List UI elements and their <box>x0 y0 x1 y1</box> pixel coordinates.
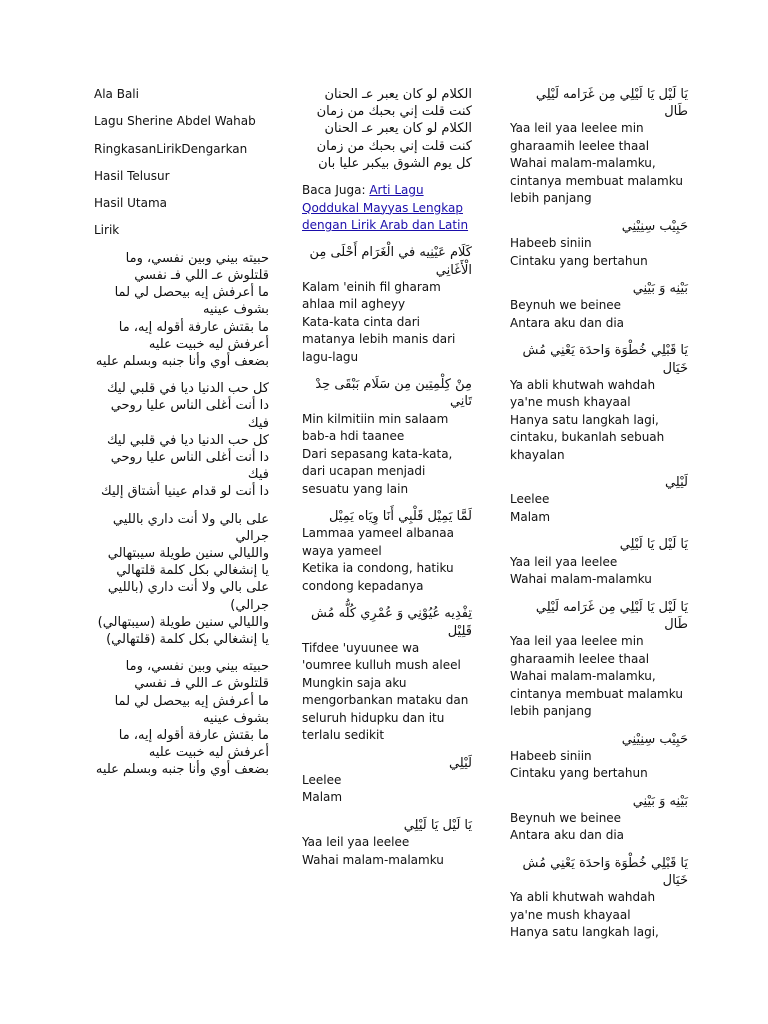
verse-block <box>510 536 688 588</box>
verse-latin: Beynuh we beinee <box>510 298 622 313</box>
verse-latin: Leelee <box>510 492 550 507</box>
verse-latin: Yaa leil yaa leelee min gharaamih leelee thaal <box>510 634 650 666</box>
verse-block <box>510 86 688 208</box>
verse-translation: Cintaku yang bertahun <box>510 766 648 781</box>
arabic-line: يا إنشغالي بكل كلمة قلتهالي <box>116 563 269 579</box>
arabic-line: ما بقتش عارفة أقوله إيه، ما أعرفش ليه خبيت عليه <box>118 728 269 761</box>
verse-block <box>302 244 472 366</box>
verse-translation: Kata-kata cinta dari matanya lebih manis dari lagu-lagu <box>302 314 456 364</box>
arabic-line: يا إنشغالي بكل كلمة (قلتهالي) <box>106 632 269 648</box>
verse-latin: Lammaa yameel albanaa waya yameel <box>302 526 454 558</box>
verse-block <box>510 218 688 270</box>
verse-latin: Tifdee 'uyuunee wa 'oumree kulluh mush aleel <box>302 640 461 673</box>
verse-block <box>302 755 472 807</box>
verse-arabic: لَيْلِي <box>664 475 688 491</box>
verse-block <box>510 474 688 526</box>
verse-arabic: لَمَّا يَمِيْل قَلْبِي أَنَا وِيَاه يَمِيْل <box>328 509 472 525</box>
column-right <box>510 86 688 952</box>
verse-arabic: لَيْلِي <box>448 755 472 771</box>
main-results-label: Hasil Utama <box>94 196 167 211</box>
verse-arabic: بَيْنِه وَ بَيْنِي <box>632 793 688 809</box>
verse-translation: Wahai malam-malamku, cintanya membuat malamku lebih panjang <box>510 669 683 719</box>
arabic-line: حبيته بيني وبين نفسي، وما قلتلوش عـ اللي فـ نفسي <box>125 250 269 283</box>
baca-juga-label: Baca Juga: <box>302 183 370 198</box>
verse-latin: Leelee <box>302 772 342 787</box>
verse-block <box>302 605 472 744</box>
verse-arabic: يَا قَبْلِي خُطْوَة وَاحدَة يَعْنِي مُش خَيَال <box>522 343 688 376</box>
arabic-lyrics-block <box>94 250 269 370</box>
arabic-line: دا أنت أغلى الناس عليا روحي فيك <box>110 398 269 431</box>
verse-arabic: يَا لَيْل يَا لَيْلِي <box>619 537 688 553</box>
verse-translation: Wahai malam-malamku <box>302 852 444 867</box>
verse-translation: Wahai malam-malamku <box>510 572 652 587</box>
verse-latin: Min kilmitiin min salaam bab-a hdi taanee <box>302 411 449 444</box>
verse-translation: Mungkin saja aku mengorbankan mataku dan seluruh hidupku dan itu terlalu sedikit <box>302 675 469 743</box>
verse-translation: Cintaku yang bertahun <box>510 253 648 268</box>
verse-arabic: تِفْدِيه عُيُوْنِي وَ عُمْرِي كُلُّه مُش قَلِيْل <box>310 606 472 639</box>
verse-arabic: حَبِيْب سِنِيْنِي <box>621 218 688 234</box>
verse-arabic: يَا قَبْلِي خُطْوَة وَاحدَة يَعْنِي مُش خَيَال <box>522 855 688 889</box>
arabic-line: الكلام لو كان يعبر عـ الحنان كنت قلت إني بحبك من زمان <box>316 87 472 120</box>
song-title: Ala Bali <box>94 87 139 101</box>
verse-latin: Habeeb siniin <box>510 748 592 763</box>
arabic-line: على بالي ولا أنت داري (بالليي جرالي) <box>107 580 269 613</box>
arabic-line: دا أنت أغلى الناس عليا روحي فيك <box>110 450 269 483</box>
verse-translation: Wahai malam-malamku, cintanya membuat malamku lebih panjang <box>510 156 683 206</box>
arabic-line: والليالي سنين طويلة سيبتهالي <box>107 546 269 562</box>
verse-latin: Yaa leil yaa leelee <box>510 554 618 569</box>
verse-latin: Yaa leil yaa leelee <box>302 835 410 850</box>
arabic-lyrics-block <box>94 380 269 500</box>
verse-block <box>510 280 688 332</box>
arabic-line: دا أنت لو قدام عينيا أشتاق إليك <box>101 484 269 500</box>
arabic-line: ما بقتش عارفة أقوله إيه، ما أعرفش ليه خبيت عليه <box>118 319 269 352</box>
search-results-label: Hasil Telusur <box>94 168 170 183</box>
verse-block <box>302 376 472 498</box>
related-article-link[interactable]: Arti Lagu Qoddukal Mayyas Lengkap dengan Lirik Arab dan Latin <box>302 183 469 233</box>
verse-translation: Antara aku dan dia <box>510 315 625 330</box>
verse-translation: Ketika ia condong, hatiku condong kepadanya <box>302 561 454 593</box>
verse-block <box>510 599 688 721</box>
verse-translation: Hanya satu langkah lagi, <box>510 925 659 940</box>
verse-translation: Dari sepasang kata-kata, dari ucapan menjadi sesuatu yang lain <box>302 446 453 496</box>
verse-block <box>302 508 472 595</box>
verse-latin: Ya abli khutwah wahdah ya'ne mush khayaal <box>510 890 656 922</box>
arabic-line: بضعف أوي وأنا جنبه وبسلم عليه <box>95 762 269 778</box>
arabic-lyrics-block <box>94 511 269 649</box>
verse-latin: Ya abli khutwah wahdah ya'ne mush khayaal <box>510 377 656 410</box>
verse-arabic: يَا لَيْل يَا لَيْلِي مِن غَرَامه لَيْلِي طَال <box>535 599 688 632</box>
verse-block <box>510 793 688 845</box>
verse-arabic: بَيْنِه وَ بَيْنِي <box>632 281 688 297</box>
verse-block <box>510 731 688 783</box>
verse-block <box>302 817 472 869</box>
arabic-line: كل حب الدنيا ديا في قلبي ليك <box>106 432 269 448</box>
verse-arabic: يَا لَيْل يَا لَيْلِي <box>403 817 472 833</box>
arabic-line: والليالي سنين طويلة (سيبتهالي) <box>97 614 269 630</box>
verse-latin: Kalam 'einih fil gharam ahlaa mil agheyy <box>302 279 441 312</box>
arabic-line: كل حب الدنيا ديا في قلبي ليك <box>106 381 269 397</box>
arabic-lyrics-block <box>94 658 269 778</box>
arabic-line: كل يوم الشوق بيكبر عليا بان <box>318 155 472 171</box>
verse-arabic: يَا لَيْل يَا لَيْلِي مِن غَرَامه لَيْلِي طَال <box>535 87 688 120</box>
song-artist-line: Lagu Sherine Abdel Wahab <box>94 114 256 129</box>
baca-juga-paragraph <box>302 182 472 235</box>
verse-latin: Yaa leil yaa leelee min gharaamih leelee thaal <box>510 121 650 153</box>
verse-latin: Habeeb siniin <box>510 236 592 251</box>
verse-translation: Malam <box>510 509 551 524</box>
arabic-line: ما أعرفش إيه بيحصل لي لما بشوف عينيه <box>114 285 269 318</box>
verse-translation: Hanya satu langkah lagi, cintaku, bukanlah sebuah khayalan <box>510 412 665 462</box>
verse-block <box>510 342 688 464</box>
arabic-line: ما أعرفش إيه بيحصل لي لما بشوف عينيه <box>114 693 269 726</box>
verse-arabic: حَبِيْب سِنِيْنِي <box>621 731 688 747</box>
arabic-line: حبيته بيني وبين نفسي، وما قلتلوش عـ اللي فـ نفسي <box>125 659 269 692</box>
nav-tabs-line: RingkasanLirikDengarkan <box>94 141 248 156</box>
verse-translation: Antara aku dan dia <box>510 828 625 843</box>
arabic-lyrics-block <box>302 86 472 172</box>
lyrics-heading: Lirik <box>94 223 120 238</box>
verse-arabic: مِنْ كِلْمِتِين مِن سَلَام بَبْقَى حِدْ تَانِي <box>315 377 472 410</box>
arabic-line: بضعف أوي وأنا جنبه وبسلم عليه <box>95 354 269 369</box>
verse-arabic: كَلَام عَيْنِيه في الْغَرَام أَحْلَى مِن الْأَغَانِي <box>309 245 472 278</box>
column-left <box>94 86 269 789</box>
verse-latin: Beynuh we beinee <box>510 810 622 825</box>
verse-translation: Malam <box>302 790 343 805</box>
arabic-line: على بالي ولا أنت داري بالليي جرالي <box>112 511 269 544</box>
arabic-line: الكلام لو كان يعبر عـ الحنان كنت قلت إني بحبك من زمان <box>316 121 472 154</box>
column-middle <box>302 86 472 879</box>
verse-block <box>510 855 688 942</box>
